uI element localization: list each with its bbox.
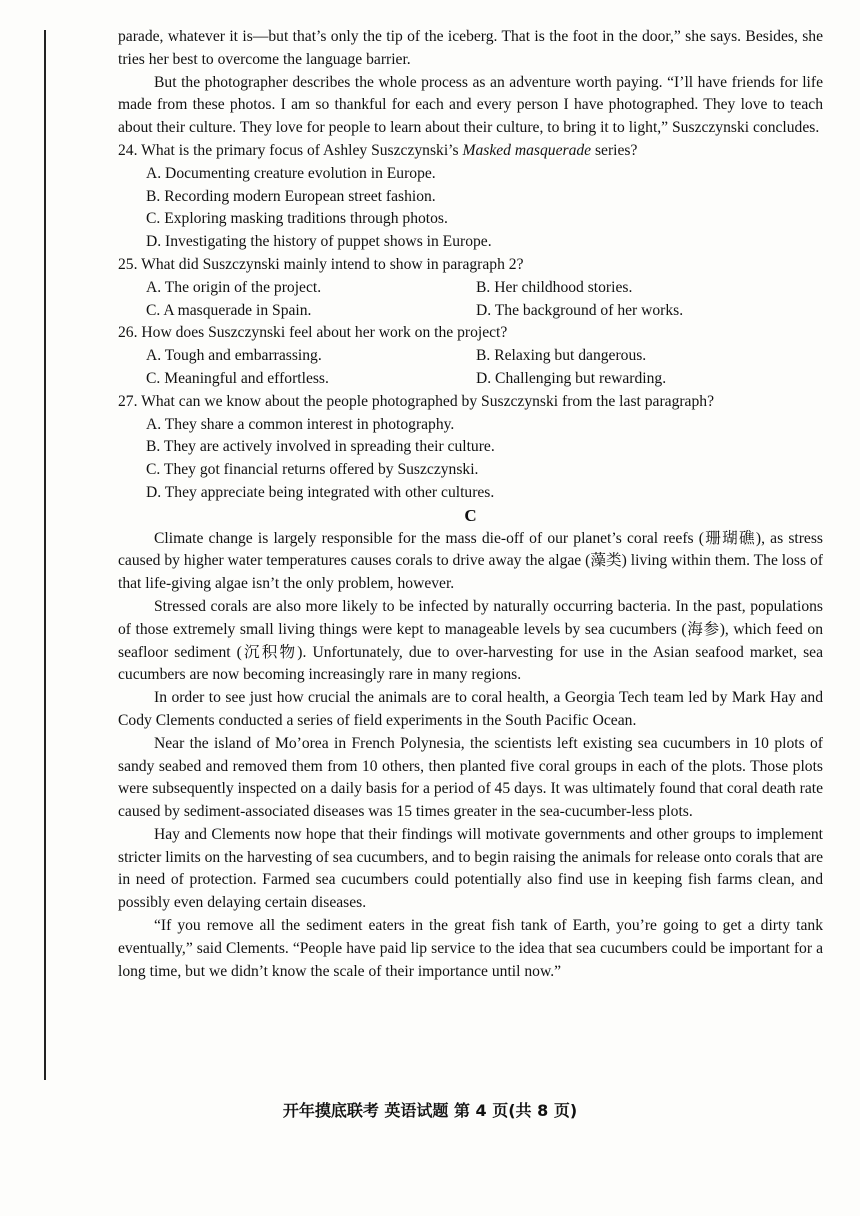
page-footer: 开年摸底联考 英语试题 第 4 页(共 8 页) <box>282 1101 578 1120</box>
option-c: C. Exploring masking traditions through photos. <box>146 210 448 228</box>
question-25 <box>118 254 823 322</box>
question-stem: 26. How does Suszczynski feel about her work on the project? <box>118 324 508 342</box>
exam-page <box>118 26 823 983</box>
passage-c-paragraph: In order to see just how crucial the animals are to coral health, a Georgia Tech team led by Mark Hay and Cody Clements conducted a series of field experiments in the South Pacific Ocean. <box>118 689 823 729</box>
option-a: A. They share a common interest in photography. <box>146 415 455 433</box>
passage-c-paragraph: Near the island of Mo’orea in French Polynesia, the scientists left existing sea cucumbers in 10 plots of sandy seabed and removed them from 10 others, then planted five coral groups in each of the plots. Those plots were subsequently inspected on a daily basis for a period of 45 days. It was ultimately found that coral death rate caused by sediment-associated diseases was 15 times greater in the sea-cucumber-less plots. <box>118 734 823 821</box>
section-heading: C <box>464 505 477 525</box>
option-a: A. Documenting creature evolution in Europe. <box>146 164 436 182</box>
passage-c-paragraph: Climate change is largely responsible for the mass die-off of our planet’s coral reefs (珊瑚礁), as stress caused by higher water temperatures causes corals to drive away the algae (藻类) living within them. The loss of that life-giving algae isn’t the only problem, however. <box>118 529 823 593</box>
option-d: D. The background of her works. <box>476 301 684 319</box>
passage-c-paragraph: “If you remove all the sediment eaters in the great fish tank of Earth, you’re going to get a dirty tank eventually,” said Clements. “People have paid lip service to the idea that sea cucumbers could be important for a long time, but we didn’t know the scale of their importance until now.” <box>118 917 823 980</box>
option-b: B. Her childhood stories. <box>476 278 633 296</box>
question-27 <box>118 391 823 505</box>
option-b: B. Recording modern European street fashion. <box>146 187 436 205</box>
option-d: D. Investigating the history of puppet shows in Europe. <box>146 233 492 251</box>
passage-c-paragraph: Stressed corals are also more likely to be infected by naturally occurring bacteria. In the past, populations of those extremely small living things were kept to manageable levels by sea cucumbers (海参), which feed on seafloor sediment (沉积物). Unfortunately, due to over-harvesting for use in the Asian seafood market, sea cucumbers are now becoming increasingly rare in many regions. <box>118 597 823 684</box>
question-24 <box>118 140 823 254</box>
option-b: B. They are actively involved in spreading their culture. <box>146 438 495 456</box>
option-d: D. Challenging but rewarding. <box>476 369 667 387</box>
option-b: B. Relaxing but dangerous. <box>476 347 647 365</box>
option-c: C. Meaningful and effortless. <box>146 369 329 387</box>
passage-c-paragraph: Hay and Clements now hope that their findings will motivate governments and other groups to implement stricter limits on the harvesting of sea cucumbers, and to begin raising the animals for release onto corals that are in need of protection. Farmed sea cucumbers could potentially also find use in keeping fish farms clean, and possibly even delaying certain diseases. <box>118 825 823 912</box>
option-a: A. Tough and embarrassing. <box>146 347 322 365</box>
passage-b-paragraph: But the photographer describes the whole process as an adventure worth paying. “I’ll have friends for life made from these photos. I am so thankful for each and every person I have photographed. They love to teach about their culture. They love for people to learn about their culture, to bring it to light,” Suszczynski concludes. <box>118 73 823 137</box>
question-stem: 25. What did Suszczynski mainly intend to show in paragraph 2? <box>118 255 524 273</box>
question-stem: 27. What can we know about the people photographed by Suszczynski from the last paragraph? <box>118 392 714 410</box>
option-d: D. They appreciate being integrated with other cultures. <box>146 483 495 501</box>
passage-b-paragraph: parade, whatever it is—but that’s only the tip of the iceberg. That is the foot in the door,” she says. Besides, she tries her best to overcome the language barrier. <box>118 28 823 68</box>
binding-margin-line <box>44 30 46 1080</box>
question-26 <box>118 322 823 390</box>
option-c: C. A masquerade in Spain. <box>146 301 312 319</box>
question-stem: 24. What is the primary focus of Ashley Suszczynski’s Masked masquerade series? <box>118 141 638 159</box>
option-a: A. The origin of the project. <box>146 278 322 296</box>
option-c: C. They got financial returns offered by Suszczynski. <box>146 461 479 479</box>
